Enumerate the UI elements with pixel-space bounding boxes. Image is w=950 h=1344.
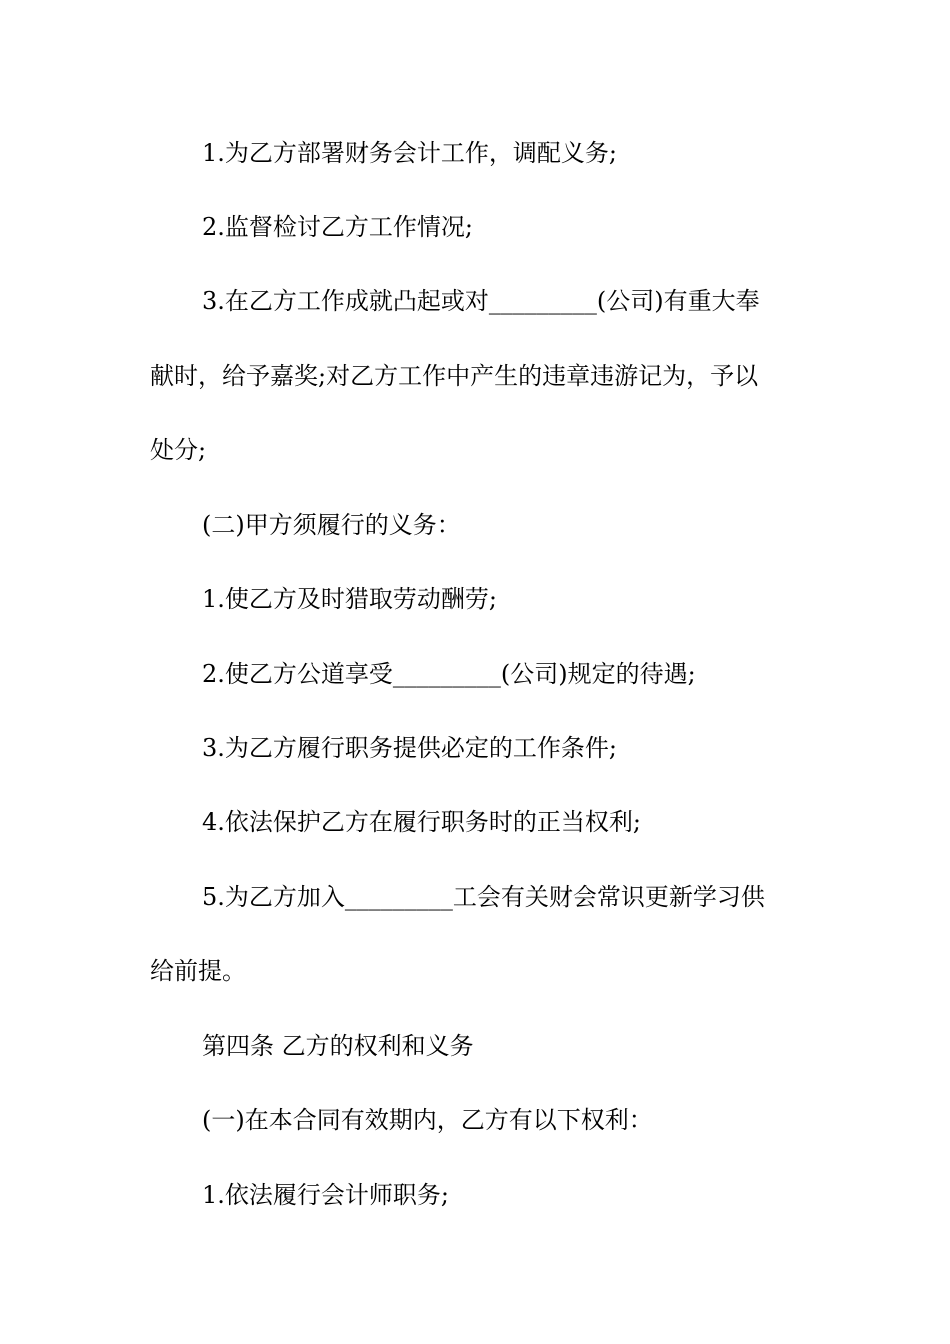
paragraph-line: 1.为乙方部署财务会计工作，调配义务; [202, 139, 617, 167]
paragraph-line: 献时，给予嘉奖;对乙方工作中产生的违章违游记为，予以 [150, 362, 759, 390]
article-heading: 第四条 乙方的权利和义务 [202, 1032, 474, 1060]
section-heading: (二)甲方须履行的义务： [202, 511, 461, 539]
paragraph-line: 2.监督检讨乙方工作情况; [202, 213, 473, 241]
paragraph-line: 2.使乙方公道享受_________(公司)规定的待遇; [202, 660, 696, 688]
paragraph-line: 3.为乙方履行职务提供必定的工作条件; [202, 734, 617, 762]
paragraph-line: 4.依法保护乙方在履行职务时的正当权利; [202, 808, 641, 836]
paragraph-line: 1.使乙方及时猎取劳动酬劳; [202, 585, 497, 613]
paragraph-line: 5.为乙方加入_________工会有关财会常识更新学习供 [202, 883, 765, 911]
paragraph-line: 3.在乙方工作成就凸起或对_________(公司)有重大奉 [202, 287, 760, 315]
section-heading: (一)在本合同有效期内，乙方有以下权利： [202, 1106, 653, 1134]
paragraph-line: 1.依法履行会计师职务; [202, 1181, 449, 1209]
paragraph-line: 处分; [150, 436, 207, 464]
paragraph-line: 给前提。 [150, 957, 246, 985]
